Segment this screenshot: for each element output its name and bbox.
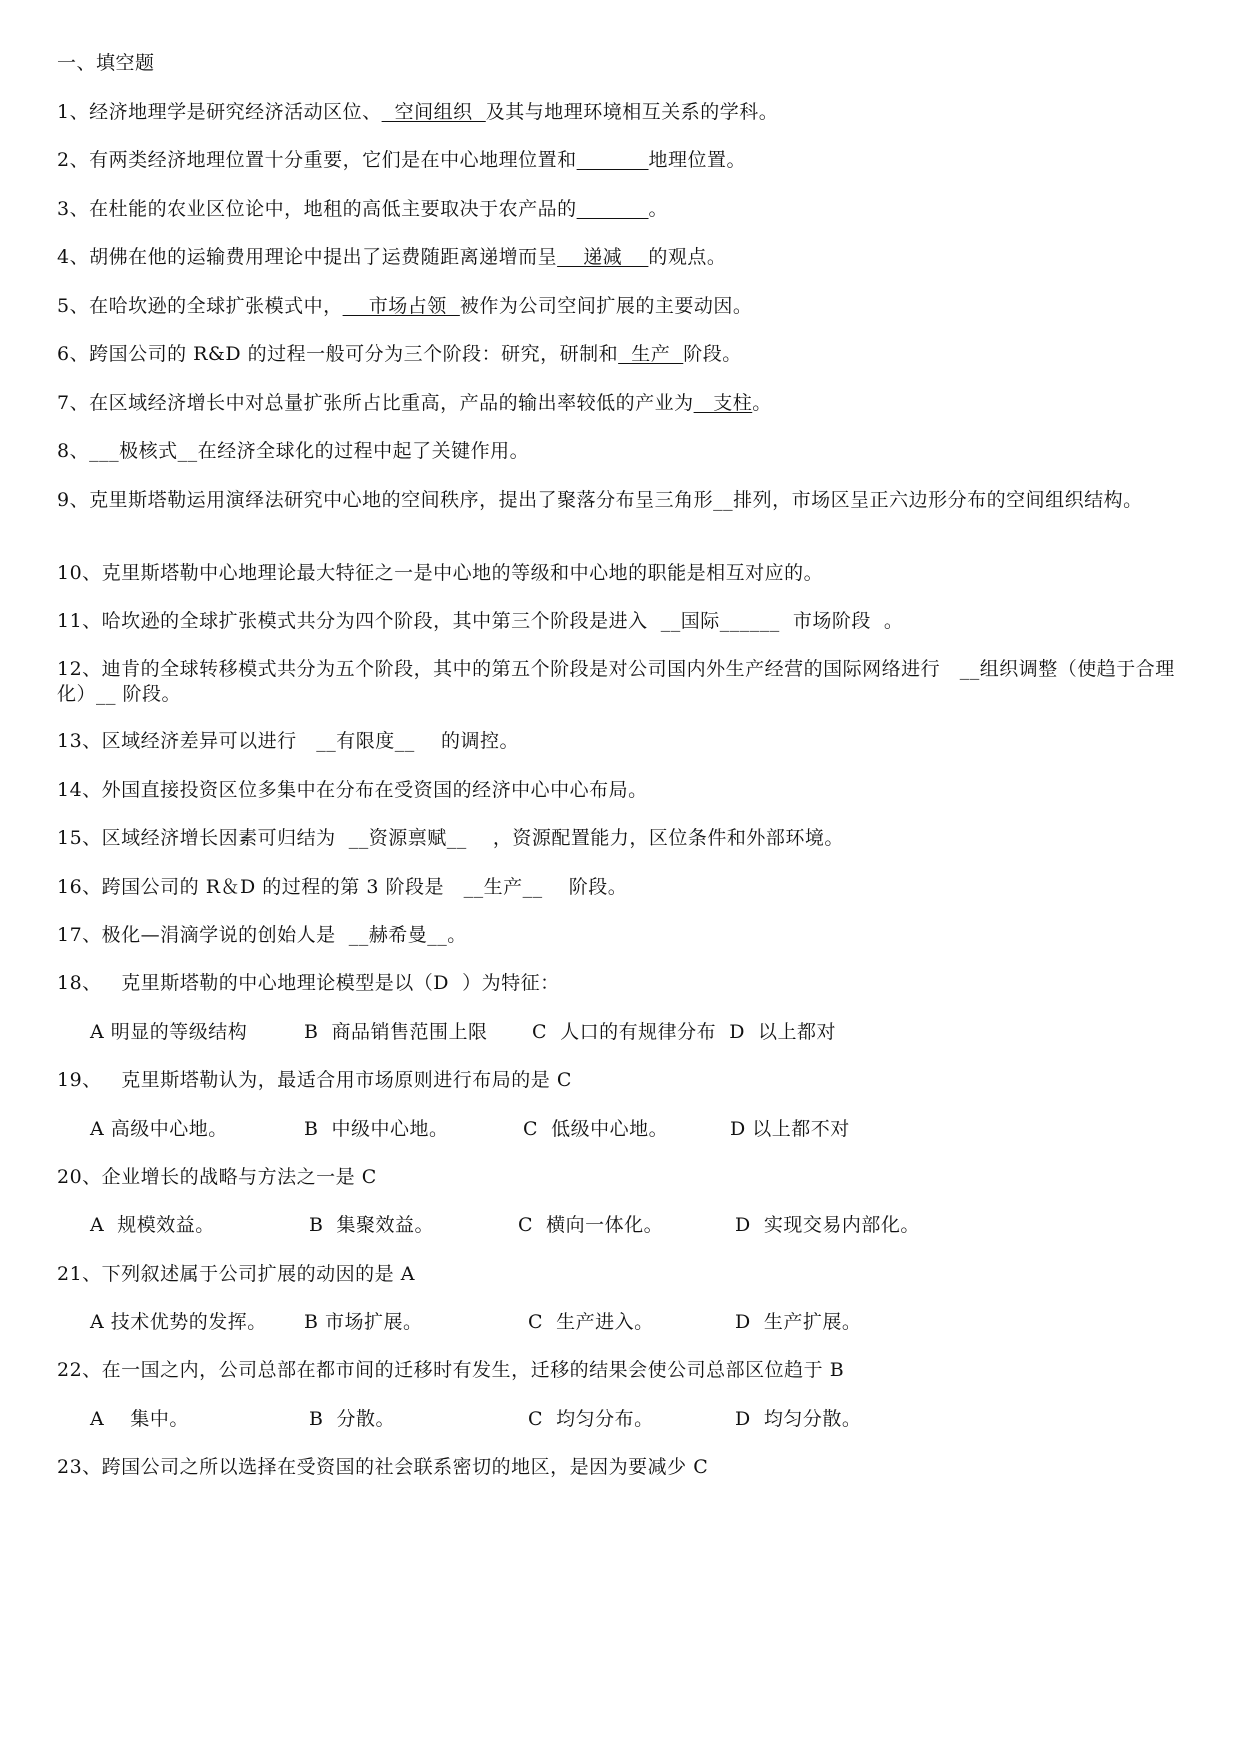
- q6-answer: 生产: [618, 343, 684, 365]
- q5-text-end: 被作为公司空间扩展的主要动因。: [459, 295, 753, 317]
- q2-text-end: 地理位置。: [648, 149, 747, 171]
- question-17: 17、极化—涓滴学说的创始人是 __赫希曼__。: [57, 924, 467, 946]
- question-2: [57, 148, 1187, 173]
- q3-blank: [577, 198, 649, 220]
- q19-option-d: D 以上都不对: [730, 1118, 850, 1140]
- q19-option-a: A 高级中心地。: [90, 1118, 228, 1140]
- q7-text: 7、在区域经济增长中对总量扩张所占比重高，产品的输出率较低的产业为: [57, 392, 694, 414]
- q21-option-b: B 市场扩展。: [304, 1311, 423, 1333]
- question-23: 23、跨国公司之所以选择在受资国的社会联系密切的地区，是因为要减少 C: [57, 1456, 709, 1478]
- question-11: 11、哈坎逊的全球扩张模式共分为四个阶段，其中第三个阶段是进入 __国际______ 市场阶段 。: [57, 610, 904, 632]
- question-3: [57, 197, 1187, 222]
- q7-text-end: 。: [752, 392, 772, 414]
- q4-text: 4、胡佛在他的运输费用理论中提出了运费随距离递增而呈: [57, 246, 558, 268]
- q2-blank: [577, 149, 649, 171]
- q6-text: 6、跨国公司的 R&D 的过程一般可分为三个阶段：研究，研制和: [57, 343, 619, 365]
- question-8: 8、___极核式__在经济全球化的过程中起了关键作用。: [57, 440, 530, 462]
- q22-option-a: A 集中。: [90, 1408, 189, 1430]
- section-title: 一、填空题: [57, 52, 155, 74]
- question-6: [57, 342, 1187, 367]
- question-21: 21、下列叙述属于公司扩展的动因的是 A: [57, 1263, 415, 1285]
- q22-option-b: B 分散。: [309, 1408, 396, 1430]
- question-15: 15、区域经济增长因素可归结为 __资源禀赋__ ，资源配置能力，区位条件和外部环境。: [57, 827, 844, 849]
- q20-option-a: A 规模效益。: [90, 1214, 215, 1236]
- q5-text: 5、在哈坎逊的全球扩张模式中，: [57, 295, 343, 317]
- q5-answer: 市场占领: [342, 295, 460, 317]
- question-10: 10、克里斯塔勒中心地理论最大特征之一是中心地的等级和中心地的职能是相互对应的。: [57, 562, 824, 584]
- question-18: 18、 克里斯塔勒的中心地理论模型是以（D ）为特征：: [57, 972, 560, 994]
- q3-text-end: 。: [648, 198, 669, 220]
- question-7: [57, 391, 1187, 416]
- q4-text-end: 的观点。: [648, 246, 727, 268]
- question-9: 9、克里斯塔勒运用演绎法研究中心地的空间秩序，提出了聚落分布呈三角形__排列，市场区呈正六边形分布的空间组织结构。: [57, 489, 1143, 511]
- q22-option-d: D 均匀分散。: [735, 1408, 862, 1430]
- q1-text: 1、经济地理学是研究经济活动区位、: [57, 101, 382, 123]
- question-22: 22、在一国之内，公司总部在都市间的迁移时有发生，迁移的结果会使公司总部区位趋于 B: [57, 1359, 845, 1381]
- question-13: 13、区域经济差异可以进行 __有限度__ 的调控。: [57, 730, 519, 752]
- q18-option-b: B 商品销售范围上限: [304, 1021, 488, 1043]
- question-1: [57, 100, 1187, 125]
- q20-option-d: D 实现交易内部化。: [735, 1214, 920, 1236]
- question-14: 14、外国直接投资区位多集中在分布在受资国的经济中心中心布局。: [57, 779, 648, 801]
- q21-option-c: C 生产进入。: [528, 1311, 654, 1333]
- q22-option-c: C 均匀分布。: [528, 1408, 654, 1430]
- q1-answer: 空间组织: [381, 101, 486, 123]
- question-4: [57, 245, 1187, 270]
- q4-answer: 递减: [557, 246, 649, 268]
- q6-text-end: 阶段。: [683, 343, 742, 365]
- q3-text: 3、在杜能的农业区位论中，地租的高低主要取决于农产品的: [57, 198, 577, 220]
- q19-option-b: B 中级中心地。: [304, 1118, 449, 1140]
- question-5: [57, 294, 1187, 319]
- question-20: 20、企业增长的战略与方法之一是 C: [57, 1166, 377, 1188]
- question-16: 16、跨国公司的 R＆D 的过程的第 3 阶段是 __生产__ 阶段。: [57, 876, 628, 898]
- q21-option-d: D 生产扩展。: [735, 1311, 862, 1333]
- question-19: 19、 克里斯塔勒认为，最适合用市场原则进行布局的是 C: [57, 1069, 572, 1091]
- q1-text-end: 及其与地理环境相互关系的学科。: [485, 101, 779, 123]
- q21-option-a: A 技术优势的发挥。: [90, 1311, 267, 1333]
- question-12: 12、迪肯的全球转移模式共分为五个阶段，其中的第五个阶段是对公司国内外生产经营的国际网络进行 __组织调整（使趋于合理化）__ 阶段。: [57, 658, 1175, 705]
- q19-option-c: C 低级中心地。: [523, 1118, 669, 1140]
- q7-answer: 支柱: [693, 392, 753, 414]
- q18-option-a: A 明显的等级结构: [90, 1021, 248, 1043]
- q20-option-c: C 横向一体化。: [518, 1214, 664, 1236]
- q20-option-b: B 集聚效益。: [309, 1214, 435, 1236]
- q18-option-c: C 人口的有规律分布 D 以上都对: [532, 1021, 837, 1043]
- q2-text: 2、有两类经济地理位置十分重要，它们是在中心地理位置和: [57, 149, 577, 171]
